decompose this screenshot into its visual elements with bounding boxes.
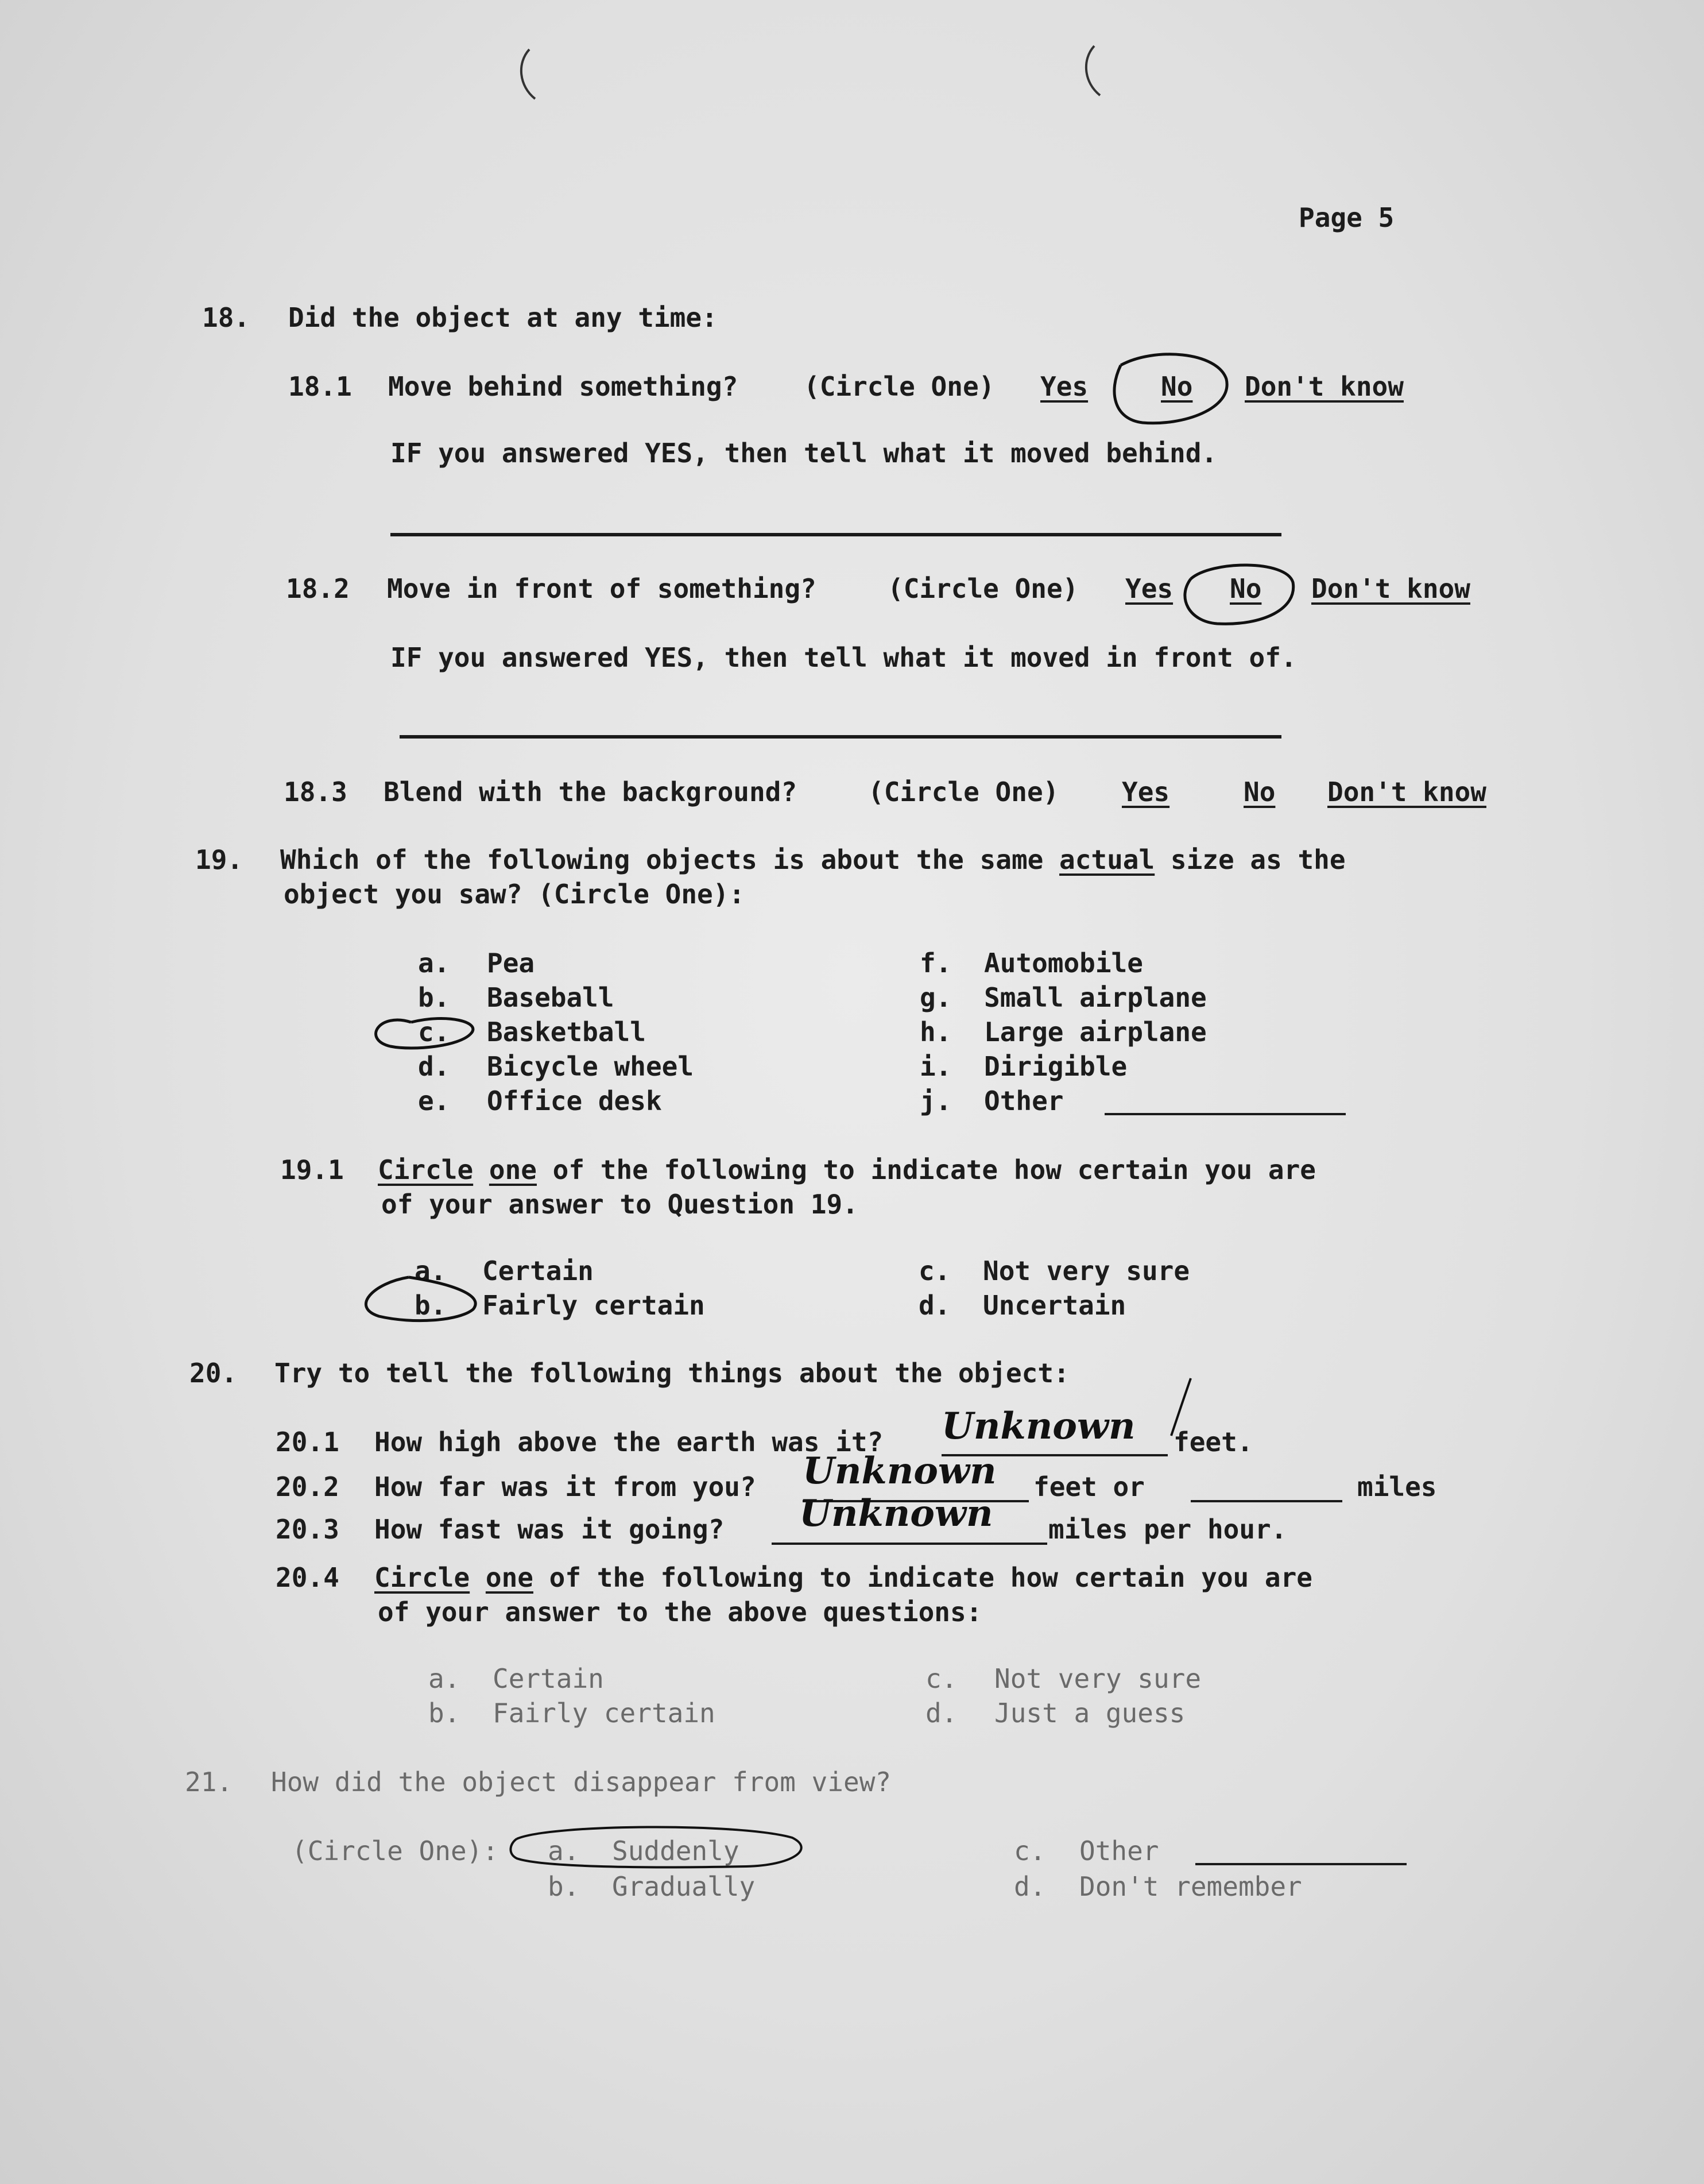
q21-option-d-label[interactable]: Don't remember <box>1079 1871 1302 1902</box>
q20-4-option-c-letter: c. <box>925 1663 958 1694</box>
q19-option-j-label[interactable]: Other <box>984 1085 1064 1116</box>
q19-1-text-line1: Circle one of the following to indicate how certain you are <box>378 1154 1316 1185</box>
q21-option-c-label[interactable]: Other <box>1079 1835 1159 1866</box>
q20-4-option-d-label[interactable]: Just a guess <box>994 1698 1186 1729</box>
q20-4-text-line1: Circle one of the following to indicate how certain you are <box>374 1562 1312 1593</box>
q18-number: 18. <box>202 302 250 333</box>
q21-option-a-letter: a. <box>548 1835 580 1866</box>
q18-3-yes[interactable]: Yes <box>1122 776 1170 807</box>
q21-option-c-letter: c. <box>1014 1835 1046 1866</box>
q18-2-number: 18.2 <box>286 573 350 604</box>
q19-1-option-c-label[interactable]: Not very sure <box>983 1255 1190 1286</box>
q19-option-j-letter: j. <box>920 1085 952 1116</box>
q20-2-text: How far was it from you? <box>374 1471 756 1502</box>
q21-text: How did the object disappear from view? <box>271 1766 892 1798</box>
q18-text: Did the object at any time: <box>288 302 718 333</box>
q19-option-g-letter: g. <box>920 982 952 1013</box>
q20-1-number: 20.1 <box>276 1427 339 1458</box>
q19-option-g-label[interactable]: Small airplane <box>984 982 1207 1013</box>
q20-2-handwritten-answer[interactable]: Unknown <box>803 1449 997 1493</box>
q18-2-text: Move in front of something? <box>387 573 816 604</box>
q18-3-text: Blend with the background? <box>384 776 797 807</box>
q18-1-text: Move behind something? <box>388 371 738 402</box>
q19-option-f-label[interactable]: Automobile <box>984 948 1143 979</box>
q18-2-no[interactable]: No <box>1230 573 1262 604</box>
q19-option-h-label[interactable]: Large airplane <box>984 1016 1207 1047</box>
q20-3-handwritten-answer[interactable]: Unknown <box>799 1492 993 1535</box>
q18-2-yes[interactable]: Yes <box>1125 573 1174 604</box>
q20-number: 20. <box>189 1358 238 1389</box>
q18-1-number: 18.1 <box>288 371 352 402</box>
q19-other-blank[interactable] <box>1105 1113 1346 1115</box>
q19-option-a-letter: a. <box>418 948 450 979</box>
q20-4-option-a-label[interactable]: Certain <box>493 1663 604 1694</box>
actual-underlined: actual <box>1059 844 1155 875</box>
q18-3-no[interactable]: No <box>1244 776 1276 807</box>
q19-1-option-d-label[interactable]: Uncertain <box>983 1290 1126 1321</box>
q20-3-unit: miles per hour. <box>1048 1514 1287 1545</box>
bracket-mark-right <box>1086 46 1100 95</box>
q18-2-circle-one: (Circle One) <box>888 573 1079 604</box>
q19-option-b-label[interactable]: Baseball <box>487 982 614 1013</box>
q19-option-e-letter: e. <box>418 1085 450 1116</box>
q19-1-option-b-letter: b. <box>415 1290 447 1321</box>
q20-4-number: 20.4 <box>276 1562 339 1593</box>
q19-1-option-d-letter: d. <box>919 1290 951 1321</box>
q20-1-unit: feet. <box>1174 1427 1253 1458</box>
q20-2-unit: feet or <box>1033 1471 1145 1502</box>
q20-3-number: 20.3 <box>276 1514 339 1545</box>
q19-option-f-letter: f. <box>920 948 952 979</box>
q19-text-line1: Which of the following objects is about the same actual size as the <box>280 844 1346 875</box>
q20-text: Try to tell the following things about the object: <box>274 1358 1070 1389</box>
q20-4-option-a-letter: a. <box>428 1663 460 1694</box>
q19-1-option-c-letter: c. <box>919 1255 951 1286</box>
q20-4-option-d-letter: d. <box>925 1698 958 1729</box>
q20-4-option-b-letter: b. <box>428 1698 460 1729</box>
q18-2-dont-know[interactable]: Don't know <box>1311 573 1470 604</box>
q19-number: 19. <box>195 844 243 875</box>
q19-option-a-label[interactable]: Pea <box>487 948 535 979</box>
q20-2-unit2: miles <box>1357 1471 1437 1502</box>
q20-2-miles-blank[interactable] <box>1191 1500 1342 1502</box>
q18-3-circle-one: (Circle One) <box>868 776 1059 807</box>
q19-1-option-a-letter: a. <box>415 1255 447 1286</box>
q20-1-text: How high above the earth was it? <box>374 1427 884 1458</box>
q21-circle-one: (Circle One): <box>292 1835 499 1866</box>
bracket-mark-left <box>521 49 535 99</box>
q19-1-number: 19.1 <box>280 1154 344 1185</box>
q19-option-d-letter: d. <box>418 1051 450 1082</box>
q20-3-answer-line <box>772 1543 1047 1545</box>
q20-4-text-line2: of your answer to the above questions: <box>378 1597 982 1628</box>
q18-3-number: 18.3 <box>284 776 347 807</box>
q19-option-c-letter: c. <box>418 1016 450 1047</box>
q18-1-follow-up: IF you answered YES, then tell what it moved behind. <box>390 438 1218 469</box>
q21-option-b-label[interactable]: Gradually <box>612 1871 756 1902</box>
q21-number: 21. <box>185 1766 233 1798</box>
q18-1-answer-line[interactable] <box>390 533 1281 536</box>
q18-3-dont-know[interactable]: Don't know <box>1327 776 1486 807</box>
q18-2-answer-line[interactable] <box>400 735 1281 739</box>
q20-1-handwritten-answer[interactable]: Unknown <box>942 1405 1136 1448</box>
q21-option-a-label[interactable]: Suddenly <box>612 1835 739 1866</box>
q18-1-dont-know[interactable]: Don't know <box>1245 371 1404 402</box>
q19-option-e-label[interactable]: Office desk <box>487 1085 662 1116</box>
page-number: Page 5 <box>1299 202 1395 233</box>
q19-option-i-label[interactable]: Dirigible <box>984 1051 1128 1082</box>
q21-option-b-letter: b. <box>548 1871 580 1902</box>
q20-2-number: 20.2 <box>276 1471 339 1502</box>
q19-option-d-label[interactable]: Bicycle wheel <box>487 1051 694 1082</box>
q19-text-line2: object you saw? (Circle One): <box>284 879 745 910</box>
q19-option-i-letter: i. <box>920 1051 952 1082</box>
q19-option-b-letter: b. <box>418 982 450 1013</box>
q18-2-follow-up: IF you answered YES, then tell what it moved in front of. <box>390 642 1297 673</box>
q18-1-no[interactable]: No <box>1161 371 1193 402</box>
q20-3-text: How fast was it going? <box>374 1514 725 1545</box>
q19-1-option-a-label[interactable]: Certain <box>482 1255 594 1286</box>
q20-4-option-c-label[interactable]: Not very sure <box>994 1663 1202 1694</box>
q19-1-option-b-label[interactable]: Fairly certain <box>482 1290 705 1321</box>
q19-1-text-line2: of your answer to Question 19. <box>381 1189 858 1220</box>
q18-1-circle-one: (Circle One) <box>804 371 995 402</box>
q18-1-yes[interactable]: Yes <box>1040 371 1089 402</box>
q20-4-option-b-label[interactable]: Fairly certain <box>493 1698 715 1729</box>
q19-option-c-label[interactable]: Basketball <box>487 1016 646 1047</box>
q21-option-d-letter: d. <box>1014 1871 1046 1902</box>
q21-other-blank[interactable] <box>1195 1863 1407 1865</box>
q19-option-h-letter: h. <box>920 1016 952 1047</box>
